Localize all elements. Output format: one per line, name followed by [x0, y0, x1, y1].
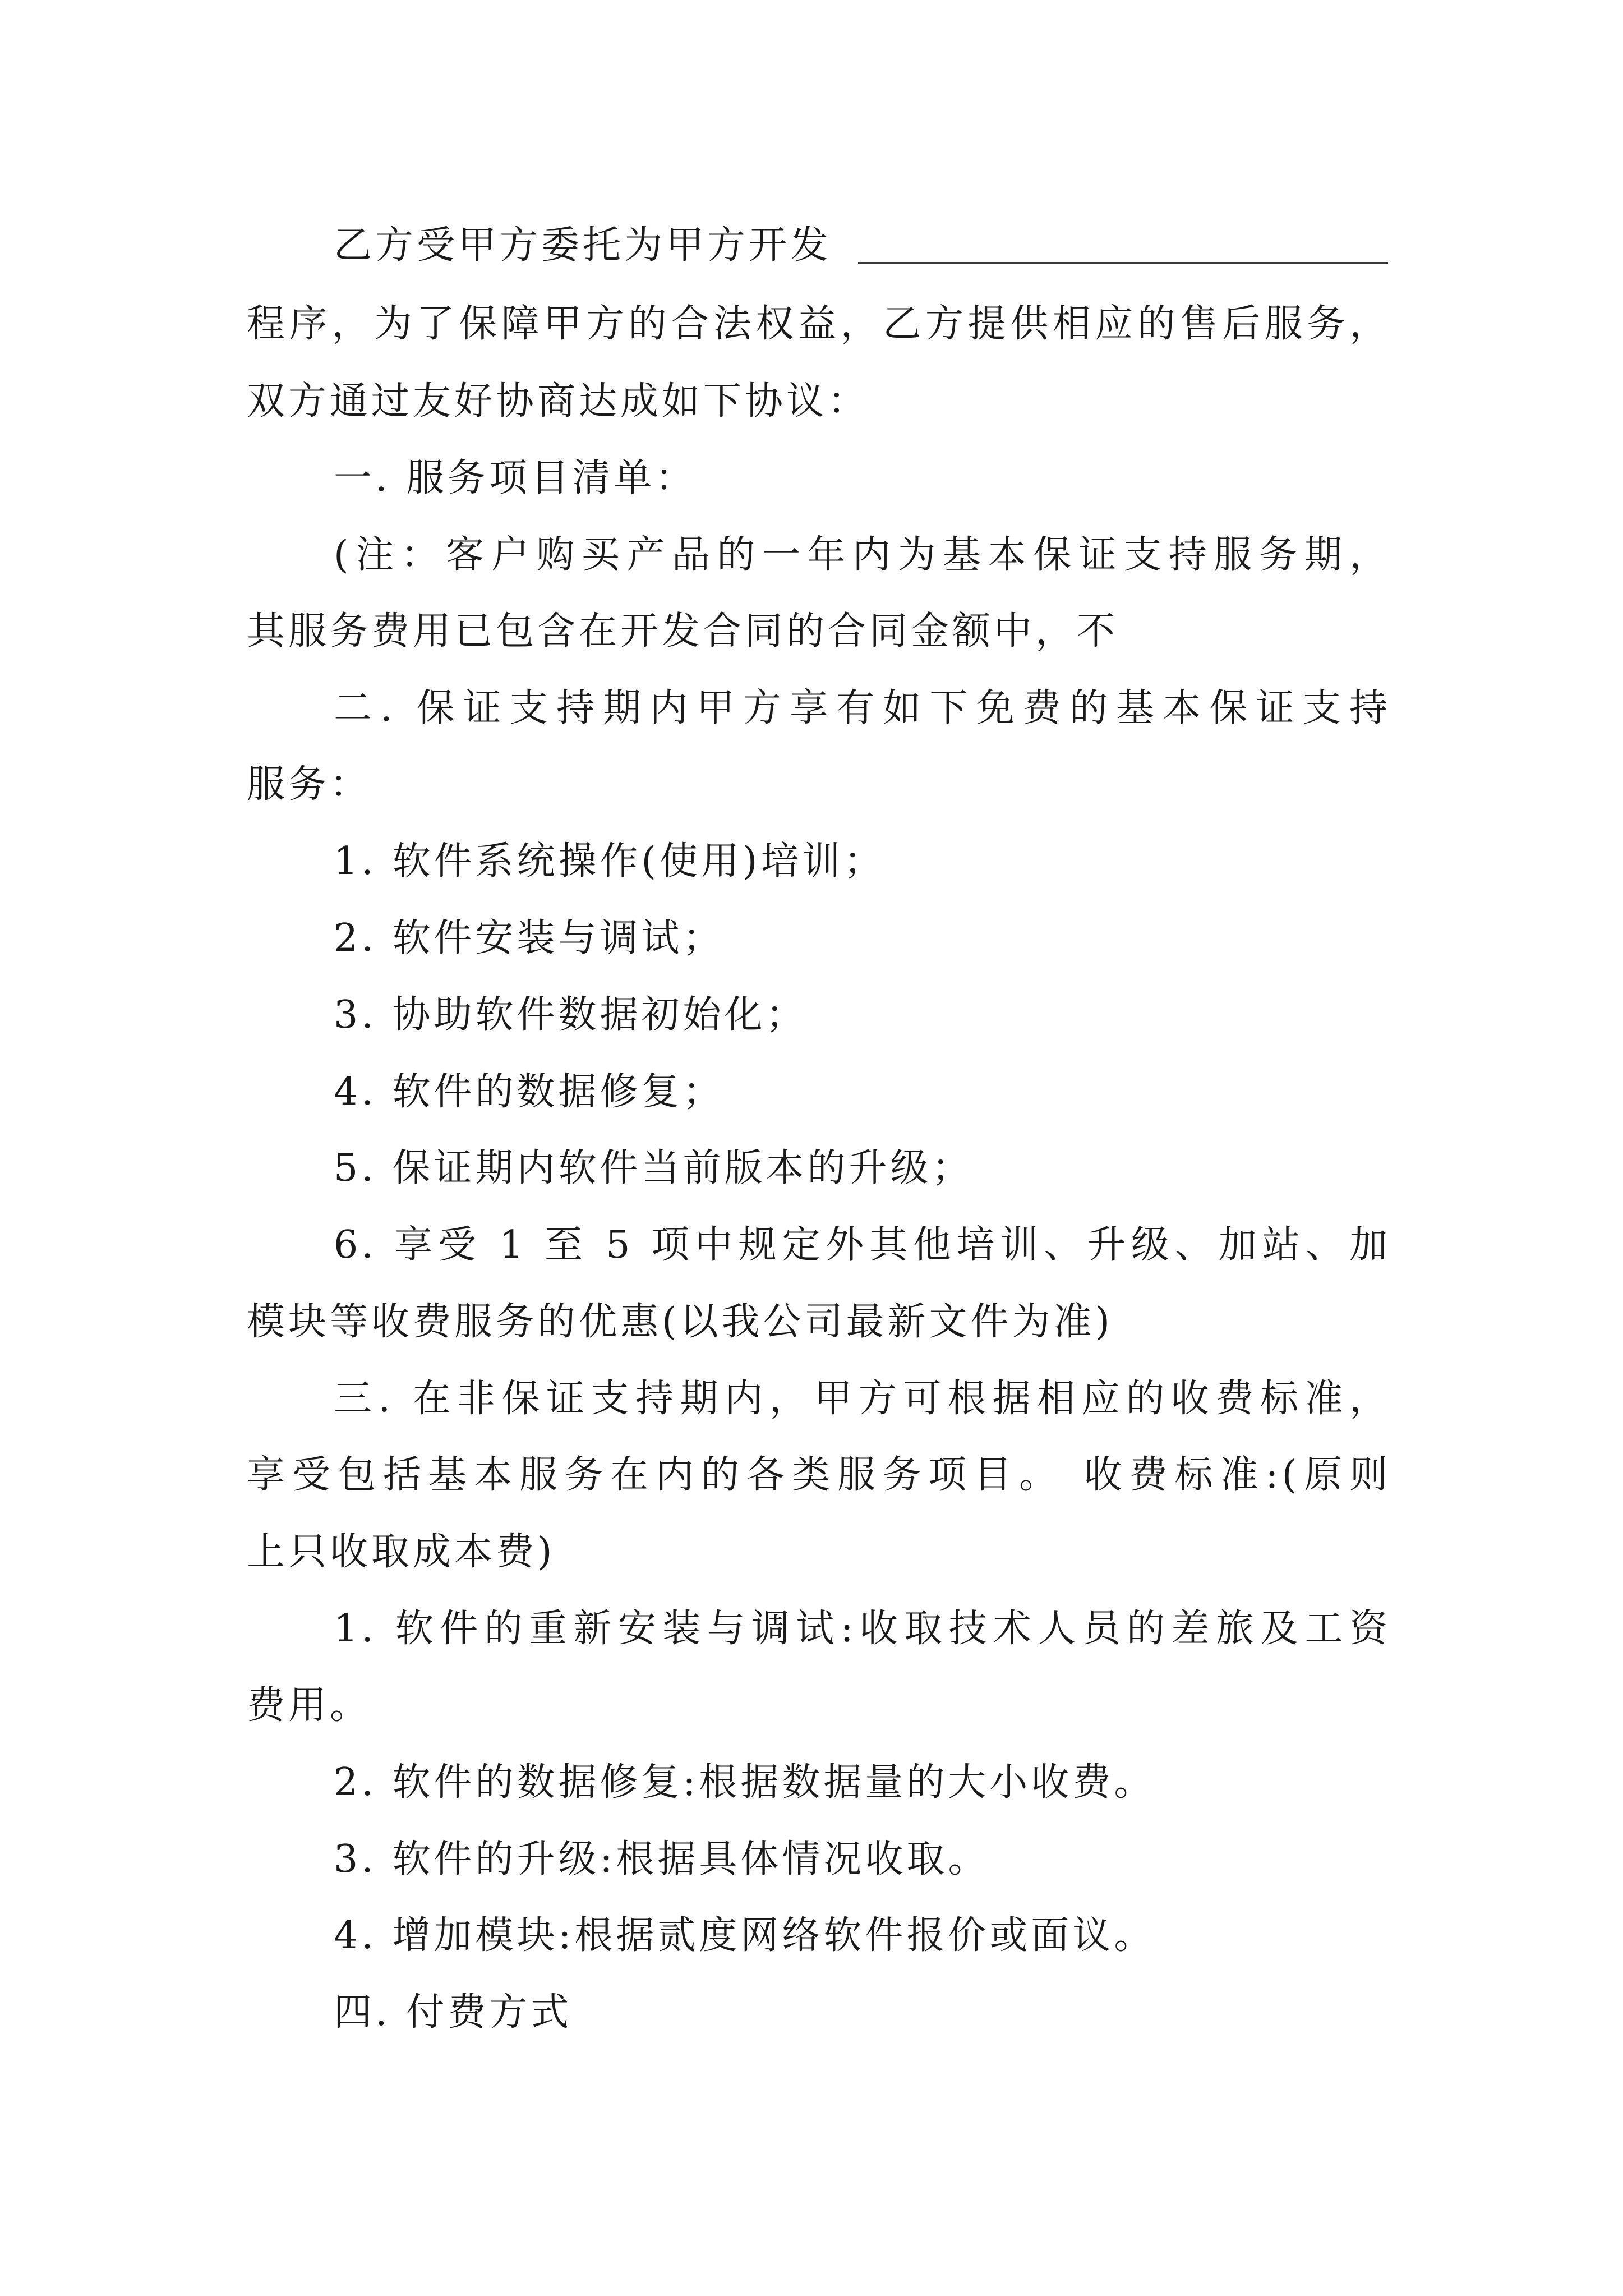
fee-item-1-line-1: 1. 软件的重新安装与调试:收取技术人员的差旅及工资: [334, 1607, 1391, 1651]
section-3-line-1: 三. 在非保证支持期内，甲方可根据相应的收费标准，: [334, 1377, 1391, 1421]
fee-item-4: 4. 增加模块:根据贰度网络软件报价或面议。: [334, 1913, 1156, 1958]
paragraph-intro-line-1: 乙方受甲方委托为甲方开发: [334, 223, 832, 268]
paragraph-intro-line-3: 双方通过友好协商达成如下协议：: [247, 379, 870, 424]
section-2-heading-line-2: 服务：: [247, 762, 372, 807]
list-item-6-line-1: 6. 享受 1 至 5 项中规定外其他培训、升级、加站、加: [334, 1223, 1391, 1267]
section-2-heading-line-1: 二. 保证支持期内甲方享有如下免费的基本保证支持: [334, 686, 1391, 730]
fee-item-2: 2. 软件的数据修复:根据数据量的大小收费。: [334, 1760, 1156, 1805]
fee-item-1-line-2: 费用。: [247, 1683, 372, 1728]
section-3-line-3: 上只收取成本费): [247, 1530, 556, 1574]
section-4-heading: 四. 付费方式: [334, 1990, 573, 2035]
list-item-3: 3. 协助软件数据初始化；: [334, 993, 808, 1037]
section-1-heading: 一. 服务项目清单：: [334, 456, 697, 500]
list-item-5: 5. 保证期内软件当前版本的升级；: [334, 1146, 974, 1190]
list-item-2: 2. 软件安装与调试；: [334, 916, 725, 960]
list-item-6-line-2: 模块等收费服务的优惠(以我公司最新文件为准): [247, 1300, 1114, 1344]
paragraph-intro-line-2: 程序，为了保障甲方的合法权益，乙方提供相应的售后服务，: [247, 302, 1391, 346]
fee-item-3: 3. 软件的升级:根据具体情况收取。: [334, 1837, 990, 1881]
section-3-line-2: 享受包括基本服务在内的各类服务项目。 收费标准:(原则: [247, 1453, 1391, 1497]
note-line-2: 其服务费用已包含在开发合同的合同金额中，不: [247, 609, 1119, 654]
fill-in-blank-underline: [858, 262, 1388, 264]
list-item-1: 1. 软件系统操作(使用)培训；: [334, 839, 886, 884]
note-line-1: (注：客户购买产品的一年内为基本保证支持服务期，: [334, 533, 1391, 577]
list-item-4: 4. 软件的数据修复；: [334, 1070, 725, 1114]
